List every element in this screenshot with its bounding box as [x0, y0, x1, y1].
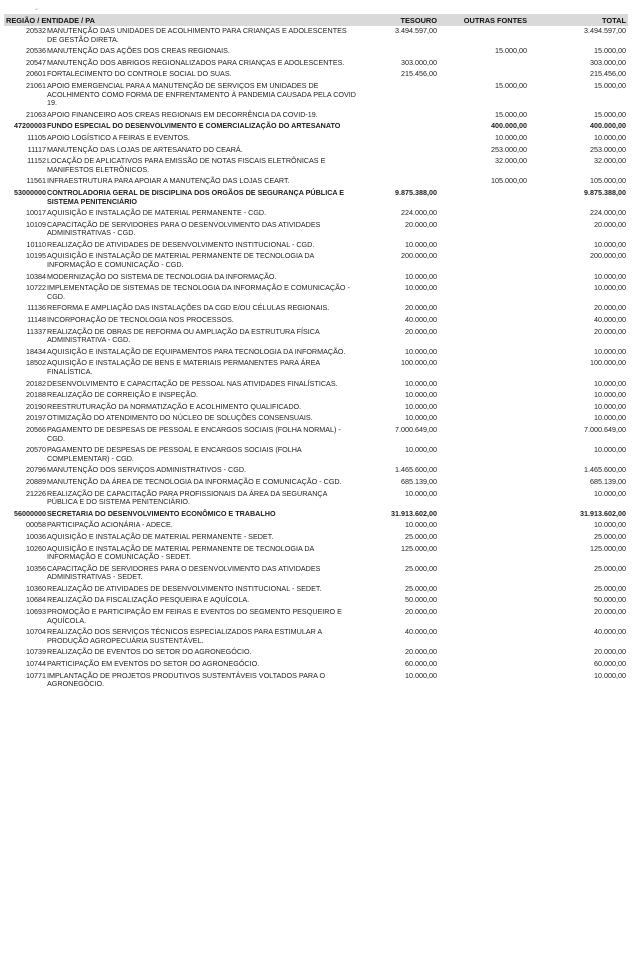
- table-row: [4, 58, 628, 70]
- row-total: 20.000,00: [594, 326, 626, 336]
- row-description: MANUTENÇÃO DOS SERVIÇOS ADMINISTRATIVOS - CGD.: [47, 465, 247, 475]
- row-code: 10744: [26, 659, 46, 669]
- row-total: 50.000,00: [594, 595, 626, 605]
- row-code: 20182: [26, 378, 46, 388]
- row-tesouro: 10.000,00: [405, 378, 437, 388]
- row-code: 10110: [26, 239, 46, 249]
- row-tesouro: 10.000,00: [405, 401, 437, 411]
- row-tesouro: [359, 121, 439, 133]
- row-code: 10704: [26, 627, 46, 637]
- row-total: 40.000,00: [594, 627, 626, 637]
- row-outras-fontes: 105.000,00: [491, 176, 527, 186]
- row-description: SECRETARIA DO DESENVOLVIMENTO ECONÔMICO E TRABALHO: [47, 508, 276, 518]
- table-row: [4, 208, 628, 220]
- row-tesouro: 20.000,00: [405, 607, 437, 617]
- row-code: 11337: [26, 326, 46, 336]
- row-outras-fontes: [439, 413, 529, 425]
- row-description: CAPACITAÇÃO DE SERVIDORES PARA O DESENVOLVIMENTO DAS ATIVIDADES ADMINISTRATIVAS - SEDET.: [47, 563, 321, 582]
- row-code: 20188: [26, 390, 46, 400]
- entity-row: [4, 509, 628, 521]
- row-description: AQUISIÇÃO E INSTALAÇÃO DE MATERIAL PERMANENTE - SEDET.: [47, 531, 274, 541]
- row-outras-fontes: [439, 465, 529, 477]
- row-outras-fontes: [439, 283, 529, 303]
- row-outras-fontes: [439, 659, 529, 671]
- row-tesouro: 20.000,00: [405, 647, 437, 657]
- row-description: REALIZAÇÃO DA FISCALIZAÇÃO PESQUEIRA E AQUÍCOLA.: [47, 595, 250, 605]
- row-description: FUNDO ESPECIAL DO DESENVOLVIMENTO E COMERCIALIZAÇÃO DO ARTESANATO: [47, 121, 341, 131]
- table-row: [4, 402, 628, 414]
- table-row: [4, 465, 628, 477]
- table-row: [4, 283, 628, 303]
- row-code: 20889: [26, 476, 46, 486]
- table-row: [4, 544, 628, 564]
- row-description: DESENVOLVIMENTO E CAPACITAÇÃO DE PESSOAL NAS ATIVIDADES FINALÍSTICAS.: [47, 378, 338, 388]
- row-code: 00058: [26, 520, 46, 530]
- row-code: 10739: [26, 647, 46, 657]
- row-description: PARTICIPAÇÃO EM EVENTOS DO SETOR DO AGRONEGÓCIO.: [47, 659, 260, 669]
- row-total: 10.000,00: [594, 378, 626, 388]
- row-total: 10.000,00: [594, 488, 626, 498]
- row-description: REALIZAÇÃO DOS SERVIÇOS TÉCNICOS ESPECIALIZADOS PARA ESTIMULAR A PRODUÇÃO AGROPECUÁRIA SUSTENTÁVEL.: [47, 627, 322, 645]
- row-total: 3.494.597,00: [584, 26, 626, 35]
- row-description: REALIZAÇÃO DE ATIVIDADES DE DESENVOLVIMENTO INSTITUCIONAL - SEDET.: [47, 583, 322, 593]
- row-total: 200.000,00: [590, 251, 626, 261]
- row-code: 18434: [26, 346, 46, 356]
- row-tesouro: 10.000,00: [405, 283, 437, 293]
- row-description: IMPLEMENTAÇÃO DE SISTEMAS DE TECNOLOGIA DA INFORMAÇÃO E COMUNICAÇÃO - CGD.: [47, 283, 350, 301]
- row-outras-fontes: 15.000,00: [495, 46, 527, 56]
- row-outras-fontes: [439, 520, 529, 532]
- table-body: [4, 26, 628, 691]
- header-total: TOTAL: [529, 14, 628, 26]
- row-outras-fontes: [439, 58, 529, 70]
- row-tesouro: 40.000,00: [405, 627, 437, 637]
- entity-row: [4, 121, 628, 133]
- table-row: [4, 69, 628, 81]
- row-code: 11105: [27, 132, 46, 142]
- header-outras-fontes: OUTRAS FONTES: [439, 14, 529, 26]
- row-tesouro: 1.465.600,00: [395, 465, 437, 475]
- table-row: [4, 358, 628, 378]
- row-total: 20.000,00: [594, 219, 626, 229]
- table-header: [4, 14, 628, 26]
- row-description: PAGAMENTO DE DESPESAS DE PESSOAL E ENCARGOS SOCIAIS (FOLHA NORMAL) - CGD.: [47, 424, 341, 443]
- row-total: 9.875.388,00: [584, 187, 626, 197]
- row-total: 10.000,00: [594, 346, 626, 356]
- table-row: [4, 26, 628, 46]
- row-tesouro: 20.000,00: [405, 303, 437, 313]
- row-total: 25.000,00: [594, 531, 626, 541]
- row-tesouro: 125.000,00: [401, 543, 437, 553]
- row-total: 60.000,00: [594, 659, 626, 669]
- row-description: APOIO EMERGENCIAL PARA A MANUTENÇÃO DE SERVIÇOS EM UNIDADES DE ACOLHIMENTO COMO FORMA DE ENFRENTAMENTO À PANDEMIA CAUSADA PELA COVID 19.: [47, 80, 356, 108]
- row-tesouro: 20.000,00: [405, 326, 437, 336]
- row-description: FORTALECIMENTO DO CONTROLE SOCIAL DO SUAS.: [47, 69, 232, 79]
- row-total: 10.000,00: [594, 413, 626, 423]
- table-row: [4, 110, 628, 122]
- row-description: CONTROLADORIA GERAL DE DISCIPLINA DOS ORGÃOS DE SEGURANÇA PÚBLICA E SISTEMA PENITENCIÁRIO: [47, 187, 345, 206]
- table-row: [4, 659, 628, 671]
- row-total: 685.139,00: [590, 476, 626, 486]
- row-description: REALIZAÇÃO DE CAPACITAÇÃO PARA PROFISSIONAIS DA ÁREA DA SEGURANÇA PÚBLICA E DO SISTEMA PENITENCIÁRIO.: [47, 488, 327, 507]
- row-total: 40.000,00: [594, 315, 626, 325]
- header-regiao: REGIÃO / ENTIDADE / PA: [4, 14, 359, 26]
- row-code: 10109: [26, 219, 46, 229]
- table-row: [4, 445, 628, 465]
- row-total: 25.000,00: [594, 583, 626, 593]
- row-outras-fontes: 15.000,00: [495, 80, 527, 90]
- row-tesouro: 10.000,00: [405, 413, 437, 423]
- row-description: AQUISIÇÃO E INSTALAÇÃO DE MATERIAL PERMANENTE DE TECNOLOGIA DA INFORMAÇÃO E COMUNICAÇÃO - SEDET.: [47, 543, 314, 562]
- table-row: [4, 347, 628, 359]
- row-description: MANUTENÇÃO DAS LOJAS DE ARTESANATO DO CEARÁ.: [47, 144, 243, 154]
- row-tesouro: 10.000,00: [405, 670, 437, 680]
- row-code: 20566: [26, 424, 46, 434]
- row-outras-fontes: [439, 220, 529, 240]
- row-outras-fontes: [439, 509, 529, 521]
- row-tesouro: 10.000,00: [405, 520, 437, 530]
- row-code: 10036: [26, 531, 46, 541]
- row-tesouro: 215.456,00: [401, 69, 437, 79]
- row-description: REALIZAÇÃO DE ATIVIDADES DE DESENVOLVIMENTO INSTITUCIONAL - CGD.: [47, 239, 315, 249]
- row-outras-fontes: [439, 425, 529, 445]
- row-tesouro: 25.000,00: [405, 531, 437, 541]
- row-code: 11561: [26, 176, 46, 186]
- row-tesouro: 200.000,00: [401, 251, 437, 261]
- row-total: 15.000,00: [594, 46, 626, 56]
- row-tesouro: 100.000,00: [401, 358, 437, 368]
- row-code: 10195: [26, 251, 46, 261]
- row-outras-fontes: [439, 188, 529, 208]
- row-description: PAGAMENTO DE DESPESAS DE PESSOAL E ENCARGOS SOCIAIS (FOLHA COMPLEMENTAR) - CGD.: [47, 445, 302, 463]
- table-row: [4, 607, 628, 627]
- row-outras-fontes: [439, 69, 529, 81]
- row-outras-fontes: [439, 358, 529, 378]
- row-total: 31.913.602,00: [580, 508, 626, 518]
- row-code: 10017: [26, 208, 46, 218]
- table-row: [4, 145, 628, 157]
- row-description: IMPLANTAÇÃO DE PROJETOS PRODUTIVOS SUSTENTÁVEIS VOLTADOS PARA O AGRONEGÓCIO.: [47, 670, 326, 689]
- row-tesouro: 685.139,00: [401, 476, 437, 486]
- table-row: [4, 327, 628, 347]
- row-code: 20190: [26, 401, 46, 411]
- row-description: CAPACITAÇÃO DE SERVIDORES PARA O DESENVOLVIMENTO DAS ATIVIDADES ADMINISTRATIVAS - CGD.: [47, 219, 321, 238]
- row-code: 47200003: [14, 121, 46, 131]
- table-row: [4, 413, 628, 425]
- row-tesouro: [359, 156, 439, 176]
- table-row: [4, 176, 628, 188]
- row-tesouro: [359, 133, 439, 145]
- row-code: 10722: [26, 283, 46, 293]
- row-outras-fontes: 253.000,00: [491, 144, 527, 154]
- row-tesouro: 10.000,00: [405, 239, 437, 249]
- row-tesouro: 9.875.388,00: [395, 187, 437, 197]
- row-description: REALIZAÇÃO DE OBRAS DE REFORMA OU AMPLIAÇÃO DA ESTRUTURA FÍSICA ADMINISTRATIVA - CGD.: [47, 326, 320, 345]
- row-outras-fontes: [439, 595, 529, 607]
- row-total: 303.000,00: [590, 57, 626, 67]
- row-total: 1.465.600,00: [584, 465, 626, 475]
- row-tesouro: 20.000,00: [405, 219, 437, 229]
- budget-table: [4, 14, 628, 691]
- table-row: [4, 532, 628, 544]
- row-outras-fontes: [439, 240, 529, 252]
- row-code: 21061: [26, 80, 46, 90]
- row-code: 20601: [26, 69, 46, 79]
- row-code: 53000000: [14, 187, 46, 197]
- row-outras-fontes: [439, 347, 529, 359]
- row-outras-fontes: [439, 489, 529, 509]
- row-tesouro: 31.913.602,00: [391, 508, 437, 518]
- row-outras-fontes: [439, 208, 529, 220]
- row-description: OTIMIZAÇÃO DO ATENDIMENTO DO NÚCLEO DE SOLUÇÕES CONSENSUAIS.: [47, 413, 313, 423]
- row-outras-fontes: [439, 390, 529, 402]
- entity-row: [4, 188, 628, 208]
- row-code: 18502: [26, 358, 46, 368]
- row-total: 10.000,00: [594, 401, 626, 411]
- row-code: 11148: [27, 315, 46, 325]
- table-row: [4, 564, 628, 584]
- row-tesouro: [359, 176, 439, 188]
- row-code: 21063: [26, 109, 46, 119]
- table-row: [4, 595, 628, 607]
- table-row: [4, 390, 628, 402]
- row-tesouro: [359, 110, 439, 122]
- row-tesouro: 10.000,00: [405, 271, 437, 281]
- row-code: 11136: [27, 303, 46, 313]
- row-outras-fontes: [439, 627, 529, 647]
- row-description: LOCAÇÃO DE APLICATIVOS PARA EMISSÃO DE NOTAS FISCAIS ELETRÔNICAS E MANIFESTOS ELETRÔNICOS.: [47, 156, 326, 174]
- row-total: 224.000,00: [590, 208, 626, 218]
- header-tesouro: TESOURO: [359, 14, 439, 26]
- row-tesouro: 303.000,00: [401, 57, 437, 67]
- row-outras-fontes: 10.000,00: [495, 132, 527, 142]
- table-row: [4, 627, 628, 647]
- row-description: INCORPORAÇÃO DE TECNOLOGIA NOS PROCESSOS.: [47, 315, 234, 325]
- row-outras-fontes: [439, 251, 529, 271]
- row-outras-fontes: [439, 532, 529, 544]
- table-row: [4, 477, 628, 489]
- row-total: 20.000,00: [594, 303, 626, 313]
- row-outras-fontes: [439, 671, 529, 691]
- row-code: 10693: [26, 607, 46, 617]
- row-tesouro: [359, 145, 439, 157]
- row-description: INFRAESTRUTURA PARA APOIAR A MANUTENÇÃO DAS LOJAS CEART.: [47, 176, 290, 186]
- row-total: 32.000,00: [594, 156, 626, 166]
- row-tesouro: 7.000.649,00: [395, 424, 437, 434]
- row-outras-fontes: [439, 26, 529, 46]
- row-outras-fontes: [439, 647, 529, 659]
- table-row: [4, 156, 628, 176]
- row-description: AQUISIÇÃO E INSTALAÇÃO DE MATERIAL PERMANENTE DE TECNOLOGIA DA INFORMAÇÃO E COMUNICAÇÃO - CGD.: [47, 251, 314, 270]
- row-description: MANUTENÇÃO DAS UNIDADES DE ACOLHIMENTO PARA CRIANÇAS E ADOLESCENTES DE GESTÃO DIRETA.: [47, 26, 347, 44]
- row-tesouro: 10.000,00: [405, 445, 437, 455]
- row-code: 20532: [26, 26, 46, 35]
- row-outras-fontes: [439, 303, 529, 315]
- row-total: 15.000,00: [594, 109, 626, 119]
- row-total: 7.000.649,00: [584, 424, 626, 434]
- row-outras-fontes: [439, 584, 529, 596]
- row-outras-fontes: [439, 327, 529, 347]
- row-total: 25.000,00: [594, 563, 626, 573]
- row-description: MANUTENÇÃO DOS ABRIGOS REGIONALIZADOS PARA CRIANÇAS E ADOLESCENTES.: [47, 57, 345, 67]
- row-outras-fontes: [439, 379, 529, 391]
- table-row: [4, 671, 628, 691]
- row-total: 15.000,00: [594, 80, 626, 90]
- row-outras-fontes: [439, 272, 529, 284]
- row-description: REFORMA E AMPLIAÇÃO DAS INSTALAÇÕES DA CGD E/OU CÉLULAS REGIONAIS.: [47, 303, 330, 313]
- row-outras-fontes: [439, 477, 529, 489]
- row-code: 21226: [26, 488, 46, 498]
- table-row: [4, 520, 628, 532]
- row-code: 10684: [26, 595, 46, 605]
- table-row: [4, 133, 628, 145]
- table-row: [4, 251, 628, 271]
- row-total: 105.000,00: [590, 176, 626, 186]
- row-code: 10356: [26, 563, 46, 573]
- row-total: 10.000,00: [594, 445, 626, 455]
- row-description: AQUISIÇÃO E INSTALAÇÃO DE MATERIAL PERMANENTE - CGD.: [47, 208, 267, 218]
- row-code: 20197: [26, 413, 46, 423]
- row-code: 10260: [26, 543, 46, 553]
- row-tesouro: 25.000,00: [405, 583, 437, 593]
- row-code: 10771: [26, 670, 46, 680]
- table-row: [4, 272, 628, 284]
- row-description: REESTRUTURAÇÃO DA NORMATIZAÇÃO E ACOLHIMENTO QUALIFICADO.: [47, 401, 302, 411]
- row-description: MODERNIZAÇÃO DO SISTEMA DE TECNOLOGIA DA INFORMAÇÃO.: [47, 271, 277, 281]
- row-outras-fontes: 400.000,00: [491, 121, 527, 131]
- row-total: 10.000,00: [594, 670, 626, 680]
- table-row: [4, 220, 628, 240]
- row-tesouro: 10.000,00: [405, 390, 437, 400]
- row-description: AQUISIÇÃO E INSTALAÇÃO DE EQUIPAMENTOS PARA TECNOLOGIA DA INFORMAÇÃO.: [47, 346, 346, 356]
- table-row: [4, 303, 628, 315]
- row-code: 11152: [27, 156, 46, 166]
- row-total: 400.000,00: [590, 121, 626, 131]
- row-code: 10360: [26, 583, 46, 593]
- collapse-caret-icon: ⌄: [34, 6, 40, 12]
- row-total: 10.000,00: [594, 283, 626, 293]
- row-tesouro: [359, 81, 439, 110]
- table-row: [4, 81, 628, 110]
- row-description: AQUISIÇÃO E INSTALAÇÃO DE BENS E MATERIAIS PERMANENTES PARA ÁREA FINALÍSTICA.: [47, 358, 320, 376]
- row-total: 10.000,00: [594, 520, 626, 530]
- row-total: 20.000,00: [594, 607, 626, 617]
- table-row: [4, 379, 628, 391]
- row-code: 20547: [26, 57, 46, 67]
- table-row: [4, 315, 628, 327]
- row-code: 20796: [26, 465, 46, 475]
- row-tesouro: 40.000,00: [405, 315, 437, 325]
- row-code: 11117: [27, 144, 46, 154]
- row-outras-fontes: [439, 315, 529, 327]
- row-total: 10.000,00: [594, 239, 626, 249]
- row-tesouro: 50.000,00: [405, 595, 437, 605]
- row-outras-fontes: [439, 445, 529, 465]
- table-row: [4, 46, 628, 58]
- row-tesouro: 60.000,00: [405, 659, 437, 669]
- row-code: 56000000: [14, 508, 46, 518]
- row-description: APOIO LOGÍSTICO A FEIRAS E EVENTOS.: [47, 132, 190, 142]
- row-total: 215.456,00: [590, 69, 626, 79]
- row-outras-fontes: 32.000,00: [495, 156, 527, 166]
- row-tesouro: 10.000,00: [405, 488, 437, 498]
- row-description: REALIZAÇÃO DE EVENTOS DO SETOR DO AGRONEGÓCIO.: [47, 647, 252, 657]
- row-total: 253.000,00: [590, 144, 626, 154]
- row-tesouro: 224.000,00: [401, 208, 437, 218]
- row-outras-fontes: [439, 564, 529, 584]
- row-total: 10.000,00: [594, 390, 626, 400]
- table-row: [4, 489, 628, 509]
- row-code: 20536: [26, 46, 46, 56]
- row-total: 20.000,00: [594, 647, 626, 657]
- row-outras-fontes: [439, 402, 529, 414]
- row-description: PARTICIPAÇÃO ACIONÁRIA - ADECE.: [47, 520, 173, 530]
- row-tesouro: [359, 46, 439, 58]
- table-row: [4, 647, 628, 659]
- row-tesouro: 10.000,00: [405, 346, 437, 356]
- row-tesouro: 25.000,00: [405, 563, 437, 573]
- row-tesouro: 3.494.597,00: [395, 26, 437, 35]
- row-outras-fontes: 15.000,00: [495, 109, 527, 119]
- table-row: [4, 240, 628, 252]
- row-total: 125.000,00: [590, 543, 626, 553]
- row-description: MANUTENÇÃO DAS AÇÕES DOS CREAS REGIONAIS.: [47, 46, 230, 56]
- row-description: APOIO FINANCEIRO AOS CREAS REGIONAIS EM DECORRÊNCIA DA COVID-19.: [47, 109, 318, 119]
- row-total: 10.000,00: [594, 271, 626, 281]
- row-outras-fontes: [439, 544, 529, 564]
- table-row: [4, 584, 628, 596]
- row-outras-fontes: [439, 607, 529, 627]
- row-description: PROMOÇÃO E PARTICIPAÇÃO EM FEIRAS E EVENTOS DO SEGMENTO PESQUEIRO E AQUÍCOLA.: [47, 607, 342, 625]
- row-total: 100.000,00: [590, 358, 626, 368]
- row-description: MANUTENÇÃO DA ÁREA DE TECNOLOGIA DA INFORMAÇÃO E COMUNICAÇÃO - CGD.: [47, 476, 342, 486]
- row-code: 20570: [26, 445, 46, 455]
- row-description: REALIZAÇÃO DE CORREIÇÃO E INSPEÇÃO.: [47, 390, 198, 400]
- table-row: [4, 425, 628, 445]
- row-code: 10384: [26, 271, 46, 281]
- row-total: 10.000,00: [594, 132, 626, 142]
